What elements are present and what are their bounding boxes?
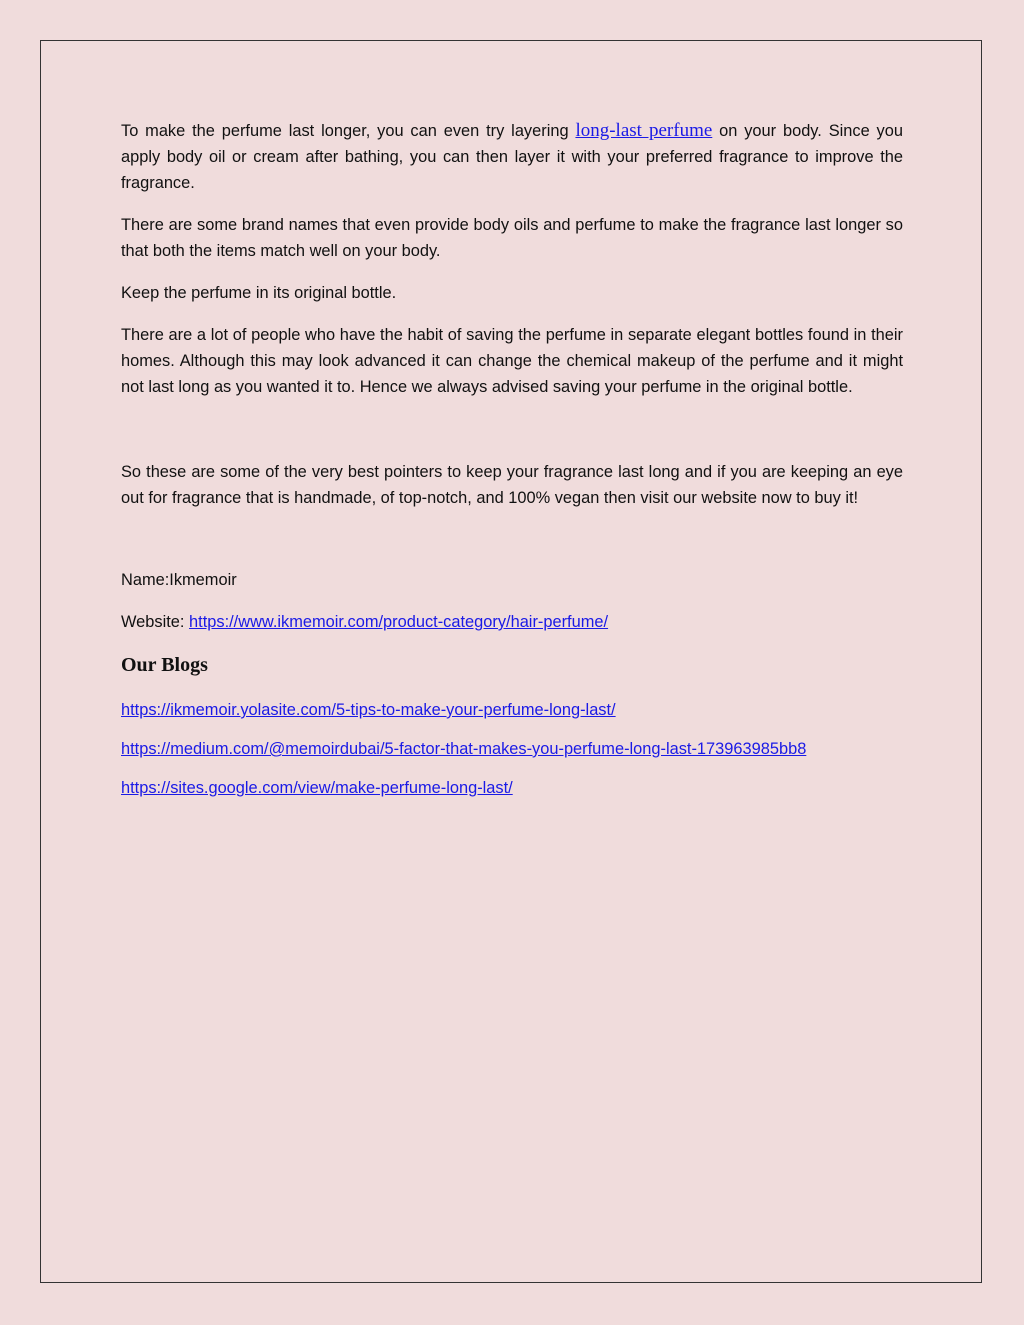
blog-link-item xyxy=(121,736,903,762)
website-link[interactable]: https://www.ikmemoir.com/product-category/hair-perfume/ xyxy=(189,613,609,631)
spacer xyxy=(121,527,903,567)
website-label: Website: xyxy=(121,613,190,631)
blog-link-item xyxy=(121,697,903,723)
paragraph-text: on your body. Since you apply body oil or cream after bathing, you can then layer it with your preferred fragrance to improve the fragrance. xyxy=(121,122,903,192)
blogs-heading: Our Blogs xyxy=(121,654,208,676)
long-last-perfume-link[interactable]: long-last perfume xyxy=(575,120,713,141)
paragraph-brand-names: There are some brand names that even provide body oils and perfume to make the fragrance last longer so that both the items match well on your body. xyxy=(121,216,903,260)
paragraph-original-bottle: Keep the perfume in its original bottle. xyxy=(121,284,397,302)
blog-link-item xyxy=(121,775,903,801)
paragraph-text: To make the perfume last longer, you can even try layering xyxy=(121,122,576,140)
spacer xyxy=(121,416,903,459)
paragraph-pointers: So these are some of the very best pointers to keep your fragrance last long and if you are keeping an eye out for fragrance that is handmade, of top-notch, and 100% vegan then visit our website now to buy it! xyxy=(121,463,903,507)
document-body xyxy=(121,118,903,814)
paragraph-habit: There are a lot of people who have the habit of saving the perfume in separate elegant bottles found in their homes. Although this may look advanced it can change the chemical makeup of the perfume and it might not last long as you wanted it to. Hence we always advised saving your perfume in the original bottle. xyxy=(121,326,903,396)
blog-link-google-sites[interactable]: https://sites.google.com/view/make-perfume-long-last/ xyxy=(121,779,513,797)
blog-link-medium[interactable]: https://medium.com/@memoirdubai/5-factor-that-makes-you-perfume-long-last-173963985bb8 xyxy=(121,740,807,758)
name-line: Name:Ikmemoir xyxy=(121,571,237,589)
blog-link-yolasite[interactable]: https://ikmemoir.yolasite.com/5-tips-to-make-your-perfume-long-last/ xyxy=(121,701,616,719)
paragraph-layering xyxy=(121,118,903,196)
website-line xyxy=(121,609,903,635)
